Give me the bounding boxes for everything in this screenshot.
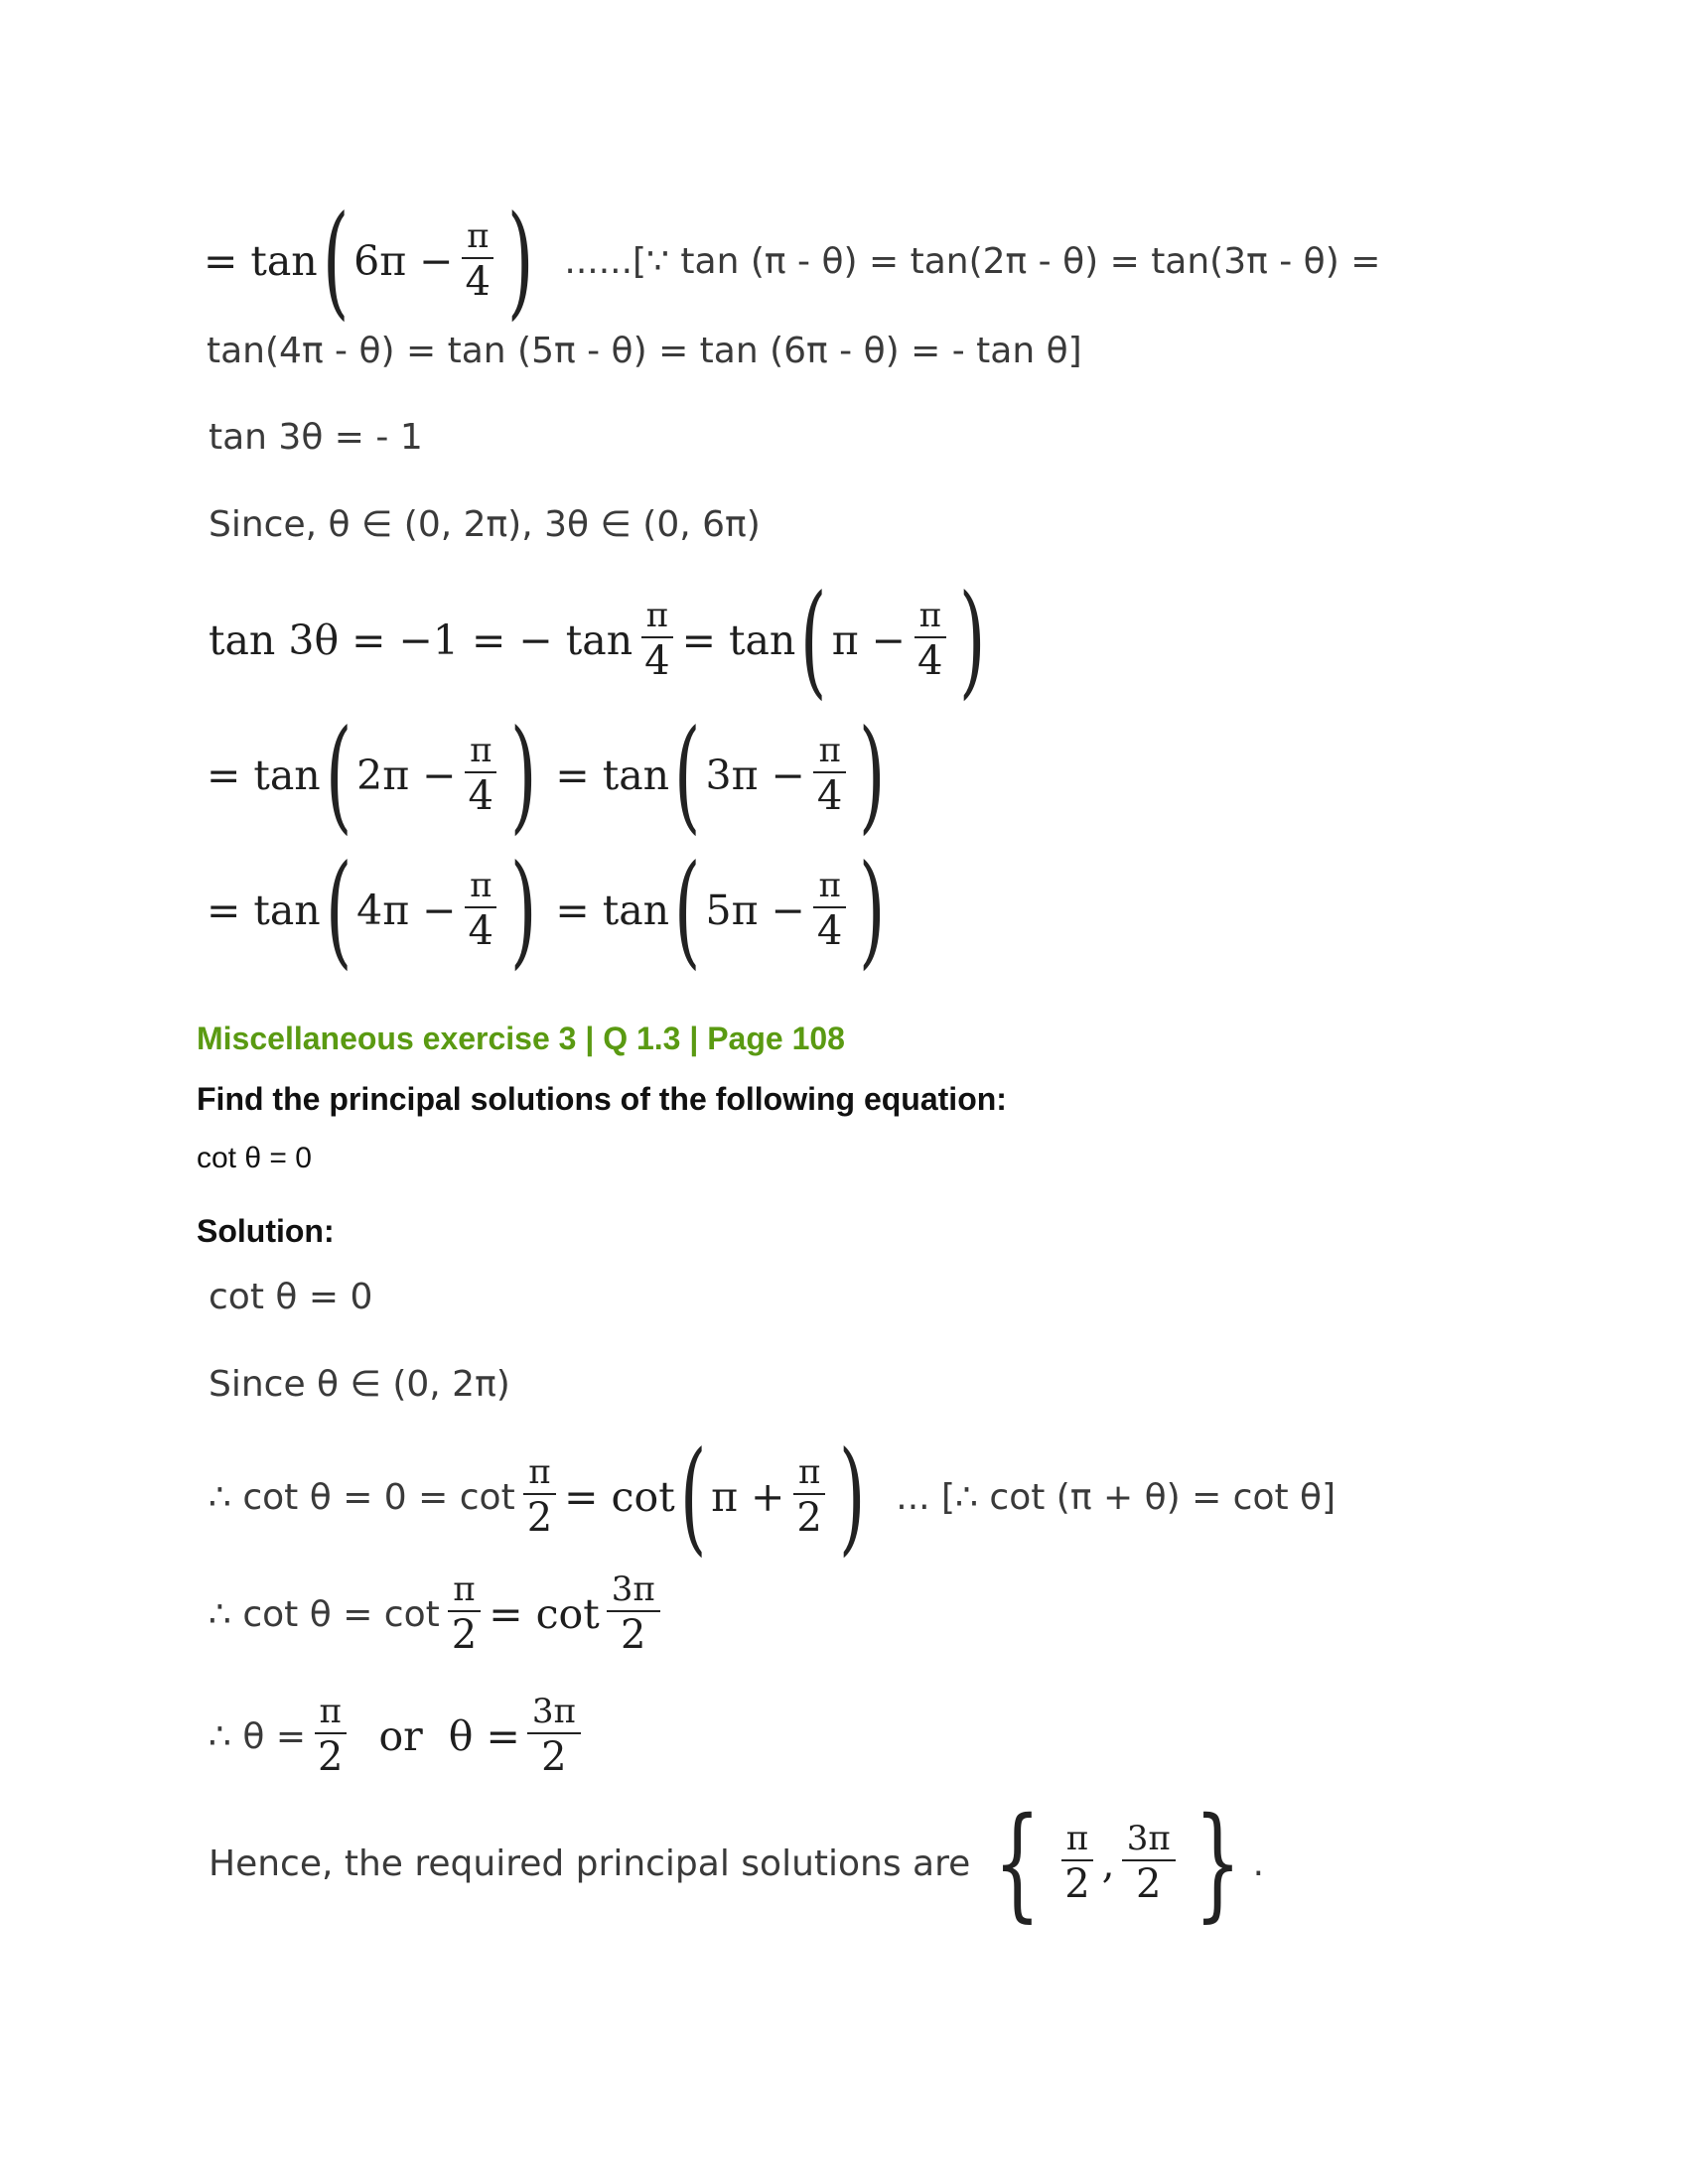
fraction-3pi-over-2: [607, 1571, 660, 1657]
fraction-numerator: π: [315, 1694, 347, 1734]
fraction-denominator: 4: [468, 772, 493, 819]
fraction-denominator: 2: [451, 1611, 478, 1658]
paren-inner: π +: [711, 1473, 785, 1521]
fraction-denominator: 2: [620, 1611, 646, 1658]
equals-tan: = tan: [207, 887, 321, 934]
right-paren: ): [506, 190, 534, 333]
solution-line-4: [209, 1555, 667, 1674]
identity-note: ......[∵ tan (π - θ) = tan(2π - θ) = tan(3π - θ) =: [564, 240, 1381, 282]
fraction-numerator: 3π: [527, 1694, 581, 1734]
fraction-pi-over-4: [812, 868, 847, 953]
fraction-pi-over-2: [447, 1571, 482, 1657]
solution-line-5: [209, 1677, 588, 1796]
equals-tan: = tan: [204, 237, 318, 285]
cot-expr: ∴ cot θ = 0 = cot: [209, 1476, 515, 1518]
fraction-denominator: 2: [526, 1494, 553, 1541]
fraction-pi-over-4: [639, 598, 674, 683]
solution-line-3: [209, 1426, 1336, 1569]
right-paren: ): [959, 569, 986, 712]
equation-line-2: tan(4π - θ) = tan (5π - θ) = tan (6π - θ) = - tan θ]: [207, 331, 1082, 371]
fraction-numerator: π: [1061, 1821, 1093, 1861]
fraction-numerator: π: [813, 733, 845, 773]
fraction-3pi-over-2: [527, 1694, 581, 1779]
right-paren: ): [509, 704, 537, 847]
conclusion-line: [209, 1792, 1265, 1935]
fraction-pi-over-2: [313, 1694, 348, 1779]
fraction-denominator: 2: [1064, 1860, 1090, 1907]
equals-tan: = tan: [681, 616, 796, 664]
identity-note: ... [∴ cot (π + θ) = cot θ]: [896, 1476, 1336, 1518]
paren-inner: 6π −: [353, 237, 454, 285]
fraction-denominator: 2: [1135, 1860, 1162, 1907]
left-paren: (: [325, 839, 352, 982]
equals-cot: = cot: [489, 1590, 600, 1638]
range-statement: Since, θ ∈ (0, 2π), 3θ ∈ (0, 6π): [209, 504, 761, 545]
left-paren: (: [673, 839, 701, 982]
right-brace: }: [1194, 1792, 1241, 1935]
fraction-pi-over-2: [522, 1454, 557, 1540]
paren-inner: 5π −: [705, 887, 805, 934]
solution-label: Solution:: [197, 1213, 335, 1249]
fraction-denominator: 4: [816, 772, 843, 819]
fraction-denominator: 4: [468, 907, 493, 954]
equation-line-5: [209, 569, 991, 712]
equation-line-7: [207, 839, 891, 982]
fraction-pi-over-4: [913, 598, 947, 683]
fraction-numerator: π: [448, 1571, 480, 1612]
equals-tan: = tan: [207, 751, 321, 799]
fraction-numerator: π: [465, 868, 496, 908]
fraction-denominator: 4: [644, 637, 670, 684]
fraction-denominator: 4: [816, 907, 843, 954]
right-paren: ): [859, 704, 886, 847]
fraction-denominator: 2: [796, 1494, 822, 1541]
left-paren: (: [800, 569, 827, 712]
fraction-numerator: π: [641, 598, 673, 638]
right-paren: ): [838, 1426, 866, 1569]
left-paren: (: [673, 704, 701, 847]
question-text: Find the principal solutions of the following equation:: [197, 1081, 1007, 1117]
fraction-numerator: 3π: [1122, 1821, 1176, 1861]
paren-inner: 2π −: [356, 751, 457, 799]
equation-line-3: tan 3θ = - 1: [209, 417, 423, 458]
fraction-denominator: 4: [917, 637, 943, 684]
fraction-pi-over-2: [1059, 1821, 1094, 1906]
tan-3theta-expr: tan 3θ = −1 = − tan: [209, 616, 633, 664]
fraction-numerator: π: [914, 598, 946, 638]
equals-tan: = tan: [555, 887, 670, 934]
fraction-numerator: π: [462, 218, 493, 259]
fraction-pi-over-4: [812, 733, 847, 818]
conclusion-text: Hence, the required principal solutions are: [209, 1843, 971, 1884]
left-paren: (: [679, 1426, 707, 1569]
solution-line-1: cot θ = 0: [209, 1277, 373, 1317]
comma: ,: [1101, 1840, 1115, 1887]
paren-inner: 4π −: [356, 887, 457, 934]
left-paren: (: [322, 190, 350, 333]
theta-equals: ∴ θ =: [209, 1715, 306, 1757]
section-heading: Miscellaneous exercise 3 | Q 1.3 | Page 108: [197, 1021, 845, 1056]
fraction-pi-over-4: [464, 868, 498, 953]
or-theta-equals: or θ =: [378, 1712, 520, 1760]
right-paren: ): [859, 839, 886, 982]
solution-line-2: Since θ ∈ (0, 2π): [209, 1364, 510, 1405]
fraction-pi-over-4: [461, 218, 495, 304]
fraction-numerator: π: [793, 1454, 825, 1495]
period: .: [1252, 1843, 1265, 1884]
fraction-numerator: π: [813, 868, 845, 908]
paren-inner: π −: [831, 616, 907, 664]
fraction-denominator: 2: [317, 1733, 344, 1780]
fraction-denominator: 2: [541, 1733, 567, 1780]
cot-expr: ∴ cot θ = cot: [209, 1593, 440, 1635]
fraction-numerator: π: [523, 1454, 555, 1495]
equals-tan: = tan: [555, 751, 670, 799]
paren-inner: 3π −: [705, 751, 805, 799]
fraction-denominator: 4: [465, 258, 491, 305]
equals-cot: = cot: [564, 1473, 675, 1521]
fraction-numerator: π: [465, 733, 496, 773]
left-brace: {: [994, 1792, 1042, 1935]
right-paren: ): [509, 839, 537, 982]
equation-line-1: [204, 190, 1381, 333]
question-equation: cot θ = 0: [197, 1142, 312, 1174]
fraction-pi-over-2: [791, 1454, 826, 1540]
left-paren: (: [325, 704, 352, 847]
fraction-numerator: 3π: [607, 1571, 660, 1612]
fraction-3pi-over-2: [1122, 1821, 1176, 1906]
fraction-pi-over-4: [464, 733, 498, 818]
equation-line-6: [207, 704, 891, 847]
